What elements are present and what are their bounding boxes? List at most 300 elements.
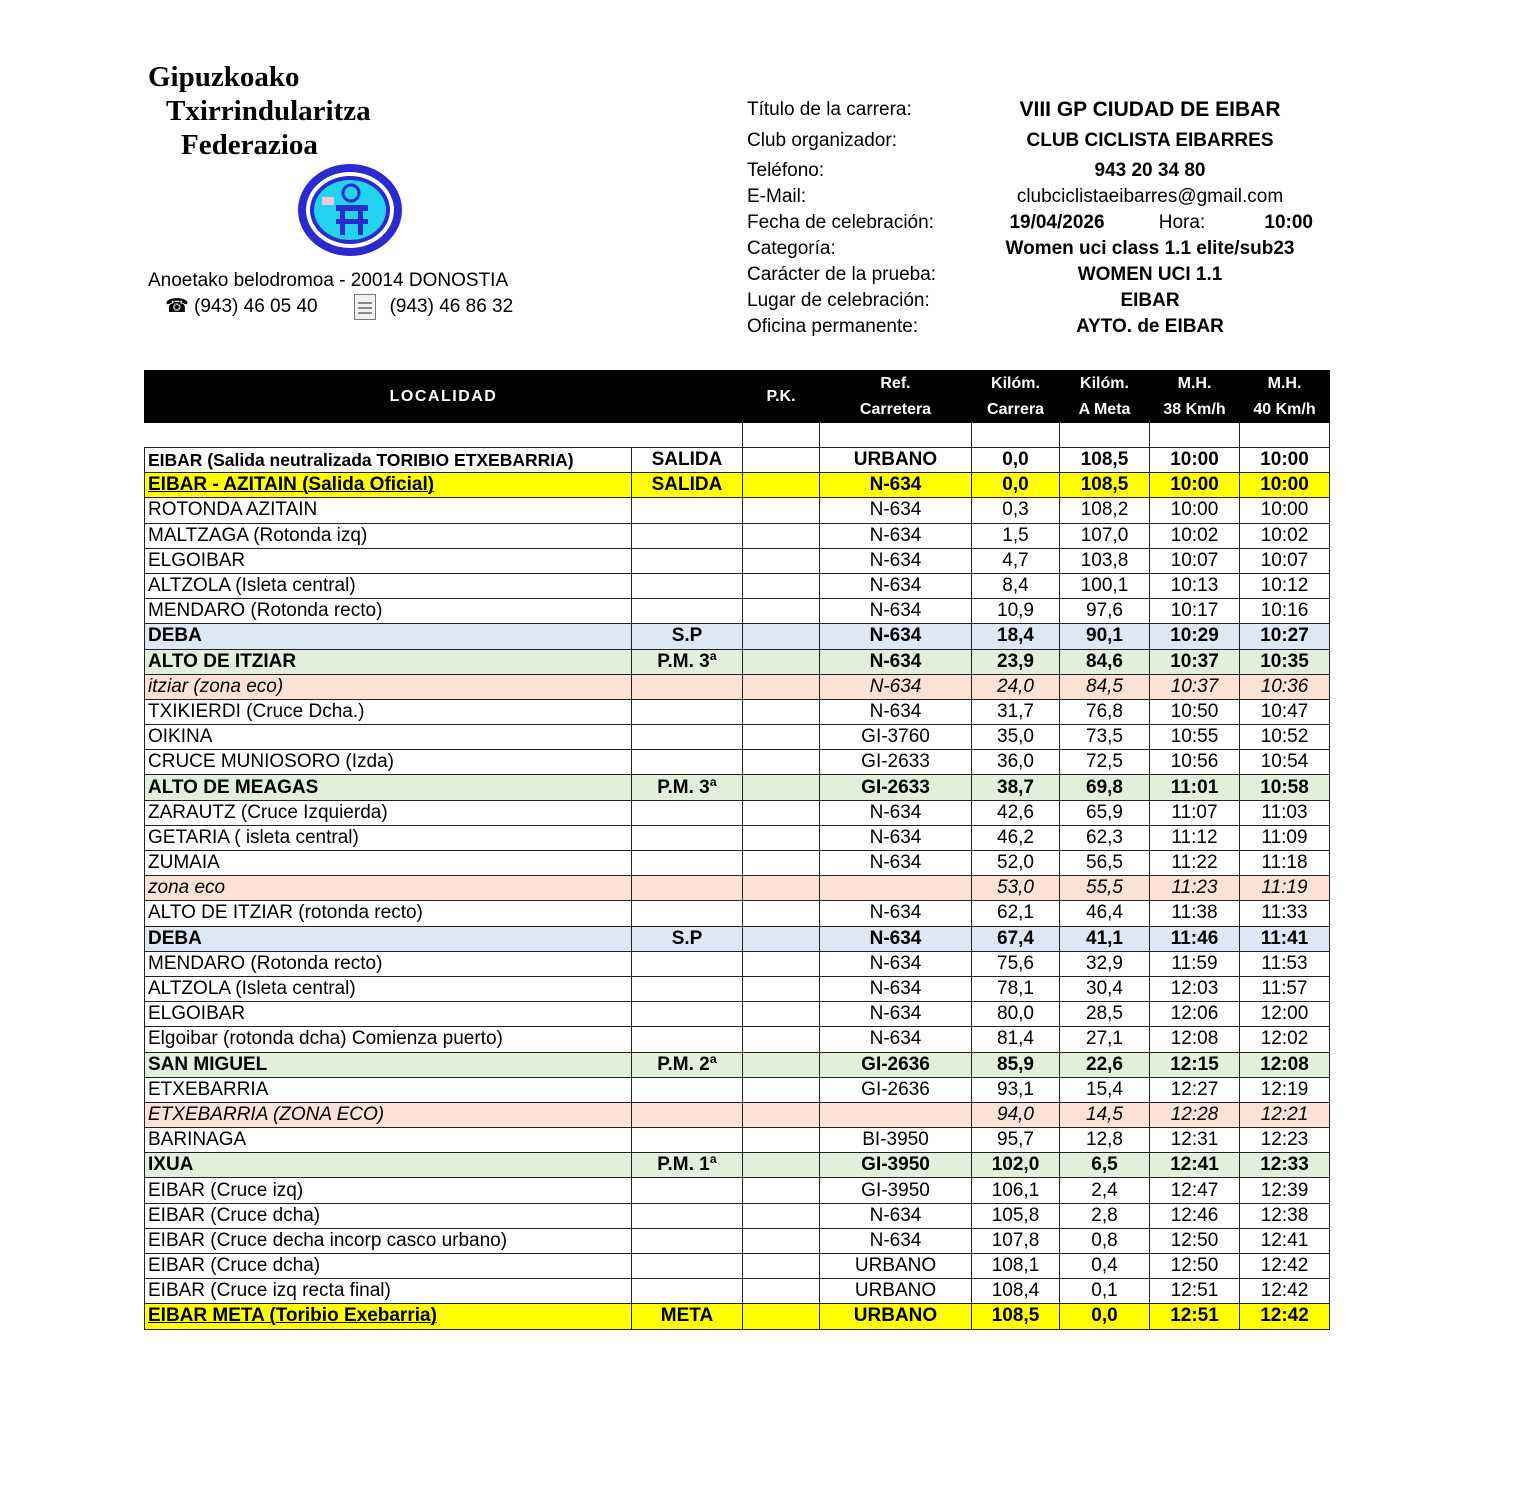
pk-cell xyxy=(743,1002,820,1027)
table-row xyxy=(145,825,1330,850)
time-38kmh-cell: 10:29 xyxy=(1150,624,1240,649)
point-type-cell: META xyxy=(632,1304,743,1329)
club-label: Club organizador: xyxy=(747,130,897,151)
time-40kmh-cell: 10:52 xyxy=(1240,725,1330,750)
km-to-goal-cell: 22,6 xyxy=(1060,1052,1150,1077)
time-38kmh-cell: 10:55 xyxy=(1150,725,1240,750)
point-type-cell xyxy=(632,901,743,926)
road-ref-cell: N-634 xyxy=(820,548,972,573)
pk-cell xyxy=(743,1077,820,1102)
time-38kmh-cell: 12:46 xyxy=(1150,1203,1240,1228)
blank-cell xyxy=(743,423,820,448)
date-row xyxy=(747,210,1313,236)
time-38kmh-cell: 11:46 xyxy=(1150,926,1240,951)
header-mh38-1: M.H. xyxy=(1150,371,1240,397)
location-cell: DEBA xyxy=(145,926,632,951)
km-to-goal-cell: 27,1 xyxy=(1060,1027,1150,1052)
road-ref-cell: GI-3950 xyxy=(820,1178,972,1203)
road-ref-cell: GI-2633 xyxy=(820,775,972,800)
road-ref-cell: N-634 xyxy=(820,851,972,876)
location-cell: zona eco xyxy=(145,876,632,901)
km-race-cell: 62,1 xyxy=(972,901,1060,926)
time-38kmh-cell: 12:41 xyxy=(1150,1153,1240,1178)
table-row xyxy=(145,649,1330,674)
pk-cell xyxy=(743,674,820,699)
km-to-goal-cell: 65,9 xyxy=(1060,800,1150,825)
time-40kmh-cell: 11:57 xyxy=(1240,976,1330,1001)
category-value: Women uci class 1.1 elite/sub23 xyxy=(1005,238,1295,259)
blank-cell xyxy=(1150,423,1240,448)
table-row xyxy=(145,926,1330,951)
km-race-cell: 24,0 xyxy=(972,674,1060,699)
pk-cell xyxy=(743,951,820,976)
race-info xyxy=(747,96,1313,340)
location-cell: itziar (zona eco) xyxy=(145,674,632,699)
location-cell: SAN MIGUEL xyxy=(145,1052,632,1077)
pk-cell xyxy=(743,624,820,649)
pk-cell xyxy=(743,1153,820,1178)
pk-cell xyxy=(743,775,820,800)
km-to-goal-cell: 46,4 xyxy=(1060,901,1150,926)
km-to-goal-cell: 90,1 xyxy=(1060,624,1150,649)
federation-name-line-1: Gipuzkoako xyxy=(148,61,300,93)
federation-address: Anoetako belodromoa - 20014 DONOSTIA xyxy=(148,270,509,291)
km-race-cell: 85,9 xyxy=(972,1052,1060,1077)
point-type-cell xyxy=(632,1178,743,1203)
table-row xyxy=(145,800,1330,825)
location-cell: EIBAR META (Toribio Exebarria) xyxy=(145,1304,632,1329)
federation-phone-fax xyxy=(148,294,513,320)
km-to-goal-cell: 6,5 xyxy=(1060,1153,1150,1178)
time-40kmh-cell: 12:19 xyxy=(1240,1077,1330,1102)
time-38kmh-cell: 12:51 xyxy=(1150,1304,1240,1329)
time-38kmh-cell: 10:50 xyxy=(1150,699,1240,724)
road-ref-cell: N-634 xyxy=(820,649,972,674)
km-to-goal-cell: 0,8 xyxy=(1060,1228,1150,1253)
km-to-goal-cell: 41,1 xyxy=(1060,926,1150,951)
km-race-cell: 78,1 xyxy=(972,976,1060,1001)
point-type-cell xyxy=(632,1279,743,1304)
km-to-goal-cell: 69,8 xyxy=(1060,775,1150,800)
road-ref-cell: N-634 xyxy=(820,1027,972,1052)
location-cell: EIBAR (Cruce decha incorp casco urbano) xyxy=(145,1228,632,1253)
category-row xyxy=(747,236,1313,262)
location-cell: EIBAR (Cruce izq) xyxy=(145,1178,632,1203)
location-cell: ROTONDA AZITAIN xyxy=(145,498,632,523)
federation-phone: (943) 46 05 40 xyxy=(194,296,318,317)
table-row xyxy=(145,1052,1330,1077)
phone-label: Teléfono: xyxy=(747,160,825,181)
km-race-cell: 31,7 xyxy=(972,699,1060,724)
point-type-cell xyxy=(632,1228,743,1253)
km-to-goal-cell: 0,1 xyxy=(1060,1279,1150,1304)
time-38kmh-cell: 10:13 xyxy=(1150,573,1240,598)
point-type-cell xyxy=(632,825,743,850)
header-km-race-1: Kilóm. xyxy=(972,371,1060,397)
point-type-cell xyxy=(632,573,743,598)
time-38kmh-cell: 10:00 xyxy=(1150,498,1240,523)
table-row xyxy=(145,1254,1330,1279)
road-ref-cell: GI-3950 xyxy=(820,1153,972,1178)
road-ref-cell: N-634 xyxy=(820,523,972,548)
km-to-goal-cell: 107,0 xyxy=(1060,523,1150,548)
race-title-label: Título de la carrera: xyxy=(747,99,912,120)
time-40kmh-cell: 12:00 xyxy=(1240,1002,1330,1027)
km-to-goal-cell: 97,6 xyxy=(1060,599,1150,624)
km-race-cell: 75,6 xyxy=(972,951,1060,976)
km-race-cell: 108,4 xyxy=(972,1279,1060,1304)
location-cell: ALTZOLA (Isleta central) xyxy=(145,573,632,598)
date-label: Fecha de celebración: xyxy=(747,212,934,233)
time-38kmh-cell: 12:31 xyxy=(1150,1128,1240,1153)
km-race-cell: 53,0 xyxy=(972,876,1060,901)
email-value[interactable]: clubciclistaeibarres@gmail.com xyxy=(1016,186,1284,207)
point-type-cell: SALIDA xyxy=(632,473,743,498)
km-race-cell: 35,0 xyxy=(972,725,1060,750)
time-38kmh-cell: 12:08 xyxy=(1150,1027,1240,1052)
pk-cell xyxy=(743,851,820,876)
table-row xyxy=(145,1304,1330,1329)
time-label: Hora: xyxy=(1158,212,1206,233)
time-40kmh-cell: 12:08 xyxy=(1240,1052,1330,1077)
km-race-cell: 108,1 xyxy=(972,1254,1060,1279)
time-40kmh-cell: 11:53 xyxy=(1240,951,1330,976)
road-ref-cell: N-634 xyxy=(820,473,972,498)
place-row xyxy=(747,288,1313,314)
km-race-cell: 0,0 xyxy=(972,448,1060,473)
character-label: Carácter de la prueba: xyxy=(747,264,937,285)
location-cell: ELGOIBAR xyxy=(145,548,632,573)
time-38kmh-cell: 11:59 xyxy=(1150,951,1240,976)
road-ref-cell: GI-3760 xyxy=(820,725,972,750)
km-to-goal-cell: 108,2 xyxy=(1060,498,1150,523)
header-km-goal-2: A Meta xyxy=(1060,397,1150,423)
location-cell: EIBAR (Salida neutralizada TORIBIO ETXEBARRIA) xyxy=(145,448,632,473)
point-type-cell xyxy=(632,1254,743,1279)
pk-cell xyxy=(743,876,820,901)
date-value: 19/04/2026 xyxy=(1009,212,1105,233)
route-table xyxy=(144,370,1330,1330)
location-cell: ETXEBARRIA (ZONA ECO) xyxy=(145,1102,632,1127)
road-ref-cell: URBANO xyxy=(820,1254,972,1279)
km-race-cell: 8,4 xyxy=(972,573,1060,598)
header-mh40-2: 40 Km/h xyxy=(1240,397,1330,423)
time-38kmh-cell: 12:50 xyxy=(1150,1254,1240,1279)
pk-cell xyxy=(743,1178,820,1203)
time-40kmh-cell: 10:00 xyxy=(1240,498,1330,523)
km-race-cell: 18,4 xyxy=(972,624,1060,649)
km-to-goal-cell: 108,5 xyxy=(1060,473,1150,498)
table-row xyxy=(145,1153,1330,1178)
point-type-cell: P.M. 2ª xyxy=(632,1052,743,1077)
federation-name xyxy=(148,60,371,162)
road-ref-cell: URBANO xyxy=(820,448,972,473)
road-ref-cell: URBANO xyxy=(820,1279,972,1304)
km-to-goal-cell: 56,5 xyxy=(1060,851,1150,876)
km-race-cell: 80,0 xyxy=(972,1002,1060,1027)
km-to-goal-cell: 72,5 xyxy=(1060,750,1150,775)
header-localidad: LOCALIDAD xyxy=(145,371,743,423)
federation-fax: (943) 46 86 32 xyxy=(389,296,514,317)
point-type-cell xyxy=(632,976,743,1001)
pk-cell xyxy=(743,649,820,674)
time-40kmh-cell: 12:42 xyxy=(1240,1254,1330,1279)
category-label: Categoría: xyxy=(747,238,836,259)
federation-contact xyxy=(148,268,513,320)
km-race-cell: 94,0 xyxy=(972,1102,1060,1127)
header-ref-2: Carretera xyxy=(820,397,972,423)
blank-cell xyxy=(145,423,743,448)
km-to-goal-cell: 84,5 xyxy=(1060,674,1150,699)
time-40kmh-cell: 11:18 xyxy=(1240,851,1330,876)
character-row xyxy=(747,262,1313,288)
time-40kmh-cell: 12:42 xyxy=(1240,1279,1330,1304)
point-type-cell xyxy=(632,800,743,825)
table-row xyxy=(145,573,1330,598)
point-type-cell xyxy=(632,951,743,976)
km-race-cell: 107,8 xyxy=(972,1228,1060,1253)
office-label: Oficina permanente: xyxy=(747,316,919,337)
location-cell: ETXEBARRIA xyxy=(145,1077,632,1102)
km-to-goal-cell: 73,5 xyxy=(1060,725,1150,750)
pk-cell xyxy=(743,725,820,750)
road-ref-cell: N-634 xyxy=(820,1203,972,1228)
road-ref-cell: N-634 xyxy=(820,498,972,523)
header-mh40-1: M.H. xyxy=(1240,371,1330,397)
road-ref-cell: N-634 xyxy=(820,951,972,976)
location-cell: ALTO DE MEAGAS xyxy=(145,775,632,800)
pk-cell xyxy=(743,548,820,573)
table-row xyxy=(145,750,1330,775)
table-row xyxy=(145,448,1330,473)
pk-cell xyxy=(743,599,820,624)
road-ref-cell: N-634 xyxy=(820,699,972,724)
location-cell: ALTO DE ITZIAR xyxy=(145,649,632,674)
time-value: 10:00 xyxy=(1264,212,1313,233)
time-40kmh-cell: 10:27 xyxy=(1240,624,1330,649)
point-type-cell xyxy=(632,699,743,724)
pk-cell xyxy=(743,976,820,1001)
pk-cell xyxy=(743,523,820,548)
pk-cell xyxy=(743,901,820,926)
location-cell: MENDARO (Rotonda recto) xyxy=(145,951,632,976)
point-type-cell xyxy=(632,599,743,624)
time-38kmh-cell: 12:06 xyxy=(1150,1002,1240,1027)
email-label: E-Mail: xyxy=(747,186,807,207)
time-40kmh-cell: 12:21 xyxy=(1240,1102,1330,1127)
time-40kmh-cell: 11:41 xyxy=(1240,926,1330,951)
road-ref-cell: N-634 xyxy=(820,573,972,598)
km-to-goal-cell: 30,4 xyxy=(1060,976,1150,1001)
km-race-cell: 46,2 xyxy=(972,825,1060,850)
time-40kmh-cell: 10:07 xyxy=(1240,548,1330,573)
point-type-cell xyxy=(632,725,743,750)
time-40kmh-cell: 12:38 xyxy=(1240,1203,1330,1228)
header-km-goal-1: Kilóm. xyxy=(1060,371,1150,397)
km-to-goal-cell: 76,8 xyxy=(1060,699,1150,724)
location-cell: EIBAR (Cruce dcha) xyxy=(145,1203,632,1228)
table-row xyxy=(145,548,1330,573)
pk-cell xyxy=(743,1304,820,1329)
time-38kmh-cell: 11:07 xyxy=(1150,800,1240,825)
time-40kmh-cell: 10:00 xyxy=(1240,448,1330,473)
table-row xyxy=(145,901,1330,926)
document-icon xyxy=(354,294,376,320)
time-40kmh-cell: 12:23 xyxy=(1240,1128,1330,1153)
pk-cell xyxy=(743,825,820,850)
point-type-cell xyxy=(632,1027,743,1052)
time-38kmh-cell: 10:37 xyxy=(1150,674,1240,699)
table-row xyxy=(145,624,1330,649)
point-type-cell xyxy=(632,851,743,876)
table-row xyxy=(145,951,1330,976)
table-row xyxy=(145,473,1330,498)
time-38kmh-cell: 11:23 xyxy=(1150,876,1240,901)
km-race-cell: 105,8 xyxy=(972,1203,1060,1228)
race-title-row xyxy=(747,96,1313,124)
road-ref-cell xyxy=(820,876,972,901)
road-ref-cell: N-634 xyxy=(820,976,972,1001)
location-cell: ALTZOLA (Isleta central) xyxy=(145,976,632,1001)
km-race-cell: 0,0 xyxy=(972,473,1060,498)
time-40kmh-cell: 10:00 xyxy=(1240,473,1330,498)
time-40kmh-cell: 12:02 xyxy=(1240,1027,1330,1052)
time-40kmh-cell: 11:33 xyxy=(1240,901,1330,926)
header-km-race-2: Carrera xyxy=(972,397,1060,423)
road-ref-cell: GI-2636 xyxy=(820,1077,972,1102)
table-row xyxy=(145,1027,1330,1052)
time-40kmh-cell: 10:12 xyxy=(1240,573,1330,598)
road-ref-cell: N-634 xyxy=(820,624,972,649)
km-to-goal-cell: 12,8 xyxy=(1060,1128,1150,1153)
table-row xyxy=(145,699,1330,724)
pk-cell xyxy=(743,498,820,523)
time-38kmh-cell: 10:02 xyxy=(1150,523,1240,548)
time-38kmh-cell: 12:47 xyxy=(1150,1178,1240,1203)
blank-cell xyxy=(1060,423,1150,448)
office-row xyxy=(747,314,1313,340)
road-ref-cell: N-634 xyxy=(820,1228,972,1253)
pk-cell xyxy=(743,448,820,473)
time-38kmh-cell: 10:17 xyxy=(1150,599,1240,624)
km-to-goal-cell: 103,8 xyxy=(1060,548,1150,573)
route-table-body xyxy=(145,423,1330,1330)
pk-cell xyxy=(743,1102,820,1127)
road-ref-cell: N-634 xyxy=(820,825,972,850)
point-type-cell: S.P xyxy=(632,926,743,951)
km-race-cell: 93,1 xyxy=(972,1077,1060,1102)
point-type-cell xyxy=(632,876,743,901)
km-race-cell: 42,6 xyxy=(972,800,1060,825)
point-type-cell xyxy=(632,674,743,699)
point-type-cell: P.M. 1ª xyxy=(632,1153,743,1178)
time-38kmh-cell: 10:00 xyxy=(1150,473,1240,498)
km-race-cell: 0,3 xyxy=(972,498,1060,523)
phone-row xyxy=(747,158,1313,184)
km-race-cell: 67,4 xyxy=(972,926,1060,951)
km-to-goal-cell: 15,4 xyxy=(1060,1077,1150,1102)
race-title-value: VIII GP CIUDAD DE EIBAR xyxy=(1019,98,1281,121)
km-to-goal-cell: 28,5 xyxy=(1060,1002,1150,1027)
km-race-cell: 23,9 xyxy=(972,649,1060,674)
time-40kmh-cell: 10:16 xyxy=(1240,599,1330,624)
pk-cell xyxy=(743,473,820,498)
road-ref-cell: N-634 xyxy=(820,674,972,699)
location-cell: ELGOIBAR xyxy=(145,1002,632,1027)
pk-cell xyxy=(743,926,820,951)
point-type-cell xyxy=(632,1128,743,1153)
km-to-goal-cell: 62,3 xyxy=(1060,825,1150,850)
time-38kmh-cell: 10:07 xyxy=(1150,548,1240,573)
location-cell: TXIKIERDI (Cruce Dcha.) xyxy=(145,699,632,724)
blank-row xyxy=(145,423,1330,448)
road-ref-cell xyxy=(820,1102,972,1127)
km-race-cell: 52,0 xyxy=(972,851,1060,876)
location-cell: DEBA xyxy=(145,624,632,649)
time-40kmh-cell: 10:35 xyxy=(1240,649,1330,674)
table-row xyxy=(145,1178,1330,1203)
point-type-cell xyxy=(632,1077,743,1102)
time-38kmh-cell: 10:00 xyxy=(1150,448,1240,473)
pk-cell xyxy=(743,1027,820,1052)
club-value: CLUB CICLISTA EIBARRES xyxy=(1026,130,1274,151)
km-race-cell: 95,7 xyxy=(972,1128,1060,1153)
table-row xyxy=(145,523,1330,548)
km-to-goal-cell: 55,5 xyxy=(1060,876,1150,901)
table-row xyxy=(145,599,1330,624)
table-row xyxy=(145,1128,1330,1153)
club-row xyxy=(747,124,1313,158)
km-to-goal-cell: 0,4 xyxy=(1060,1254,1150,1279)
time-40kmh-cell: 12:42 xyxy=(1240,1304,1330,1329)
pk-cell xyxy=(743,1279,820,1304)
table-row xyxy=(145,976,1330,1001)
point-type-cell xyxy=(632,1102,743,1127)
table-row xyxy=(145,1077,1330,1102)
table-row xyxy=(145,775,1330,800)
phone-value: 943 20 34 80 xyxy=(1094,160,1206,181)
time-40kmh-cell: 11:03 xyxy=(1240,800,1330,825)
location-cell: MENDARO (Rotonda recto) xyxy=(145,599,632,624)
time-38kmh-cell: 12:15 xyxy=(1150,1052,1240,1077)
km-to-goal-cell: 108,5 xyxy=(1060,448,1150,473)
location-cell: GETARIA ( isleta central) xyxy=(145,825,632,850)
email-row xyxy=(747,184,1313,210)
time-38kmh-cell: 12:28 xyxy=(1150,1102,1240,1127)
header-ref-1: Ref. xyxy=(820,371,972,397)
time-40kmh-cell: 12:41 xyxy=(1240,1228,1330,1253)
pk-cell xyxy=(743,1203,820,1228)
time-40kmh-cell: 12:33 xyxy=(1240,1153,1330,1178)
location-cell: EIBAR - AZITAIN (Salida Oficial) xyxy=(145,473,632,498)
federation-name-line-2: Txirrindularitza xyxy=(166,95,371,127)
pk-cell xyxy=(743,800,820,825)
federation-name-line-3: Federazioa xyxy=(181,129,318,161)
office-value: AYTO. de EIBAR xyxy=(1076,316,1224,337)
road-ref-cell: GI-2633 xyxy=(820,750,972,775)
time-38kmh-cell: 12:27 xyxy=(1150,1077,1240,1102)
time-40kmh-cell: 12:39 xyxy=(1240,1178,1330,1203)
point-type-cell: SALIDA xyxy=(632,448,743,473)
location-cell: EIBAR (Cruce izq recta final) xyxy=(145,1279,632,1304)
point-type-cell: S.P xyxy=(632,624,743,649)
point-type-cell xyxy=(632,1002,743,1027)
table-row xyxy=(145,1203,1330,1228)
time-38kmh-cell: 11:38 xyxy=(1150,901,1240,926)
pk-cell xyxy=(743,1128,820,1153)
table-row xyxy=(145,674,1330,699)
location-cell: OIKINA xyxy=(145,725,632,750)
